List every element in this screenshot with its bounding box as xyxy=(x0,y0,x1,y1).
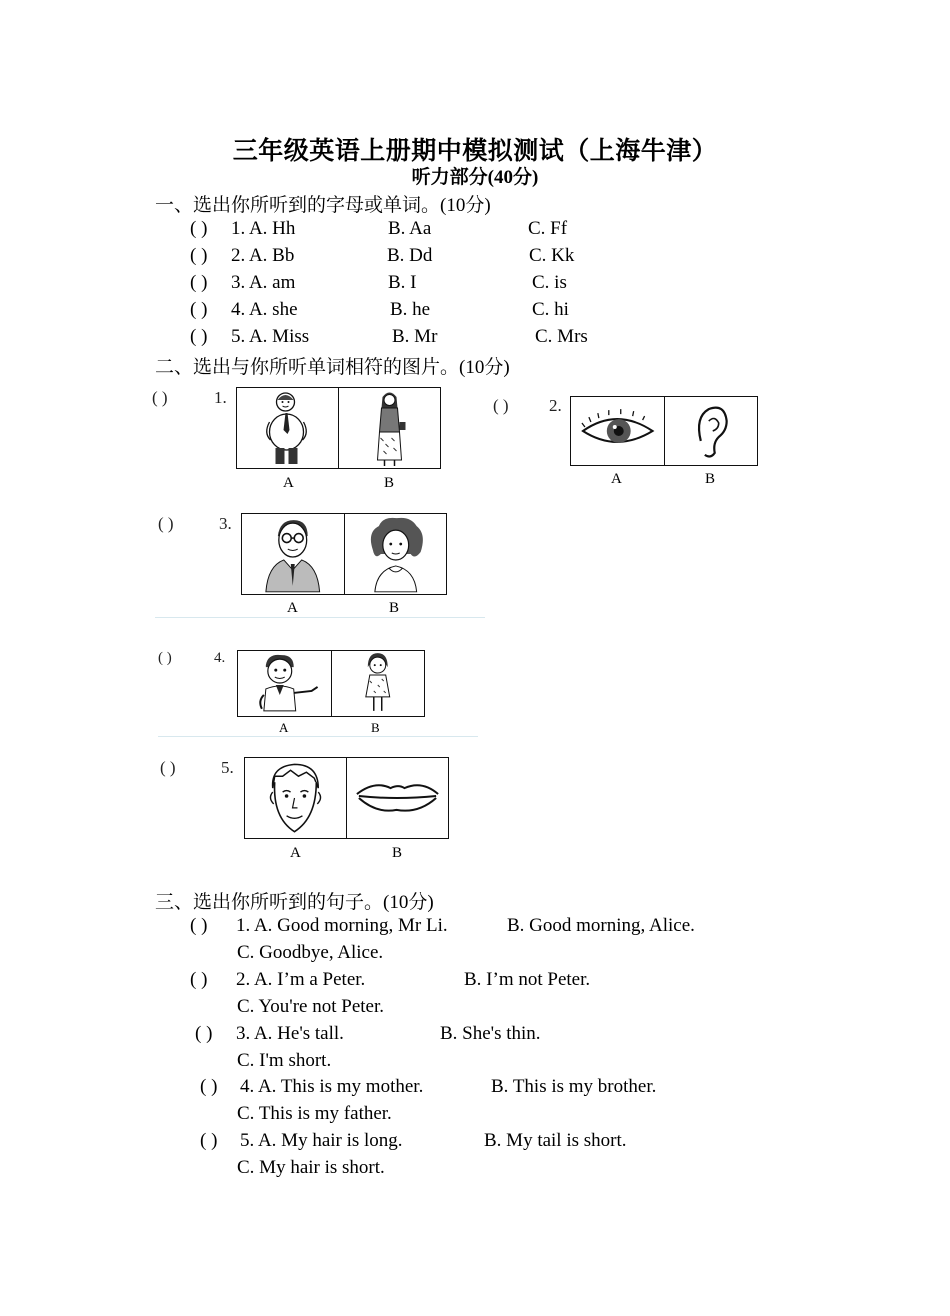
divider xyxy=(158,736,478,737)
answer-blank[interactable]: ( ) xyxy=(195,1023,213,1044)
answer-blank[interactable]: ( ) xyxy=(200,1130,218,1151)
picture-pair xyxy=(236,387,441,469)
man-with-glasses-icon[interactable] xyxy=(242,514,345,594)
answer-blank[interactable]: ( ) xyxy=(493,396,509,415)
option-c: C. My hair is short. xyxy=(237,1157,385,1178)
question-number: 2. xyxy=(549,396,562,415)
option-c: C. I'm short. xyxy=(237,1050,332,1071)
mouth-icon[interactable] xyxy=(347,758,448,838)
question-number: 4. xyxy=(214,650,226,666)
picture-pair xyxy=(237,650,425,717)
option-a: 3. A. am xyxy=(231,272,296,293)
label-b: B xyxy=(392,845,403,861)
picture-pair xyxy=(244,757,449,839)
option-b: B. Good morning, Alice. xyxy=(507,915,695,936)
option-c: C. You're not Peter. xyxy=(237,996,384,1017)
woman-icon[interactable] xyxy=(339,388,440,468)
label-b: B xyxy=(371,720,380,735)
answer-blank[interactable]: ( ) xyxy=(190,299,208,320)
option-b: B. Aa xyxy=(388,218,432,239)
ear-icon[interactable] xyxy=(665,397,758,465)
answer-blank[interactable]: ( ) xyxy=(158,514,174,533)
option-a: 5. A. Miss xyxy=(231,326,310,347)
answer-blank[interactable]: ( ) xyxy=(200,1076,218,1097)
face-icon[interactable] xyxy=(245,758,347,838)
picture-pair xyxy=(241,513,447,595)
divider xyxy=(155,617,485,618)
girl-curly-hair-icon[interactable] xyxy=(345,514,447,594)
label-b: B xyxy=(705,471,716,487)
label-a: A xyxy=(290,845,301,861)
option-c: C. Mrs xyxy=(535,326,588,347)
answer-blank[interactable]: ( ) xyxy=(152,388,168,407)
option-a: 1. A. Hh xyxy=(231,218,296,239)
question-number: 1. xyxy=(214,388,227,407)
section1-heading: 一、选出你所听到的字母或单词。(10分) xyxy=(155,195,491,216)
option-b: B. This is my brother. xyxy=(491,1076,657,1097)
boy-pointing-icon[interactable] xyxy=(238,651,332,716)
fat-man-icon[interactable] xyxy=(237,388,339,468)
label-a: A xyxy=(287,600,298,616)
label-b: B xyxy=(384,475,395,491)
option-b: B. he xyxy=(390,299,431,320)
label-b: B xyxy=(389,600,400,616)
option-c: C. Kk xyxy=(529,245,575,266)
option-b: B. My tail is short. xyxy=(484,1130,627,1151)
option-c: C. hi xyxy=(532,299,569,320)
question-number: 5. xyxy=(221,758,234,777)
label-a: A xyxy=(283,475,294,491)
answer-blank[interactable]: ( ) xyxy=(158,650,172,666)
option-a: 4. A. This is my mother. xyxy=(240,1076,424,1097)
option-c: C. Ff xyxy=(528,218,568,239)
option-b: B. Mr xyxy=(392,326,438,347)
option-a: 1. A. Good morning, Mr Li. xyxy=(236,915,448,936)
option-c: C. This is my father. xyxy=(237,1103,392,1124)
answer-blank[interactable]: ( ) xyxy=(190,245,208,266)
section2-heading: 二、选出与你所听单词相符的图片。(10分) xyxy=(155,357,510,378)
option-a: 4. A. she xyxy=(231,299,298,320)
option-b: B. I’m not Peter. xyxy=(464,969,591,990)
option-a: 2. A. Bb xyxy=(231,245,295,266)
answer-blank[interactable]: ( ) xyxy=(190,218,208,239)
answer-blank[interactable]: ( ) xyxy=(190,969,208,990)
option-c: C. is xyxy=(532,272,567,293)
option-b: B. She's thin. xyxy=(440,1023,541,1044)
answer-blank[interactable]: ( ) xyxy=(190,272,208,293)
picture-pair xyxy=(570,396,758,466)
answer-blank[interactable]: ( ) xyxy=(190,915,208,936)
answer-blank[interactable]: ( ) xyxy=(160,758,176,777)
option-a: 2. A. I’m a Peter. xyxy=(236,969,366,990)
option-b: B. Dd xyxy=(387,245,433,266)
option-a: 5. A. My hair is long. xyxy=(240,1130,403,1151)
label-a: A xyxy=(279,720,289,735)
section3-heading: 三、选出你所听到的句子。(10分) xyxy=(155,892,434,913)
option-c: C. Goodbye, Alice. xyxy=(237,942,384,963)
label-a: A xyxy=(611,471,622,487)
page-subtitle: 听力部分(40分) xyxy=(411,167,539,188)
answer-blank[interactable]: ( ) xyxy=(190,326,208,347)
eye-icon[interactable] xyxy=(571,397,665,465)
small-girl-icon[interactable] xyxy=(332,651,425,716)
option-b: B. I xyxy=(388,272,417,293)
page-title: 三年级英语上册期中模拟测试（上海牛津） xyxy=(232,138,718,165)
question-number: 3. xyxy=(219,514,232,533)
option-a: 3. A. He's tall. xyxy=(236,1023,344,1044)
